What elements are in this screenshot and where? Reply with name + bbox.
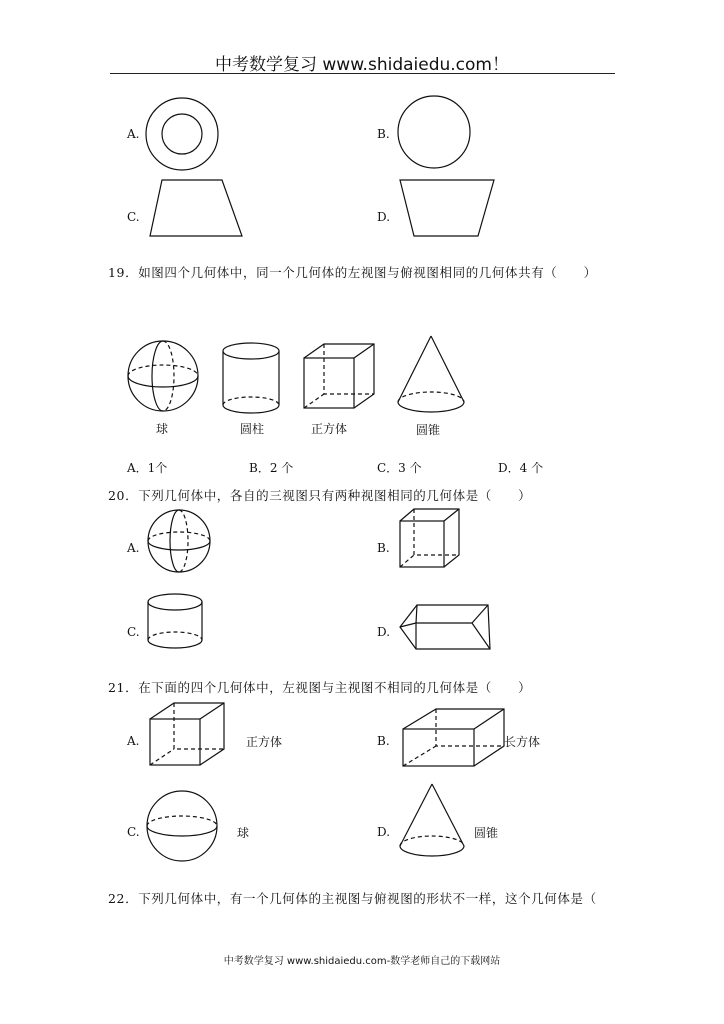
q21-option-b-label: B. xyxy=(377,734,390,748)
q21-cube-edge xyxy=(200,703,224,719)
q19-choice-a: A．1个 xyxy=(127,461,168,475)
q21-caption-cuboid: 长方体 xyxy=(504,735,541,749)
q18-option-b-label: B. xyxy=(377,127,390,141)
q20-option-c-label: C. xyxy=(127,625,140,639)
q19-choice-d: D．4 个 xyxy=(498,461,544,475)
q21-sphere-outline xyxy=(147,791,217,861)
q21-cuboid-hidden-diag xyxy=(403,746,436,766)
q20-option-a-label: A. xyxy=(127,541,140,555)
q21-sphere-equator-back xyxy=(147,816,217,826)
page-header-title: 中考数学复习 www.shidaiedu.com！ xyxy=(215,55,509,75)
q21-caption-sphere: 球 xyxy=(237,826,250,840)
q19-question-text: 19．如图四个几何体中，同一个几何体的左视图与俯视图相同的几何体共有（ ） xyxy=(108,265,597,280)
q21-cone-base-front xyxy=(400,846,464,856)
q19-choice-b: B．2 个 xyxy=(249,461,294,475)
q20-question-text: 20．下列几何体中，各自的三视图只有两种视图相同的几何体是（ ） xyxy=(108,488,532,503)
q19-caption-cone: 圆锥 xyxy=(416,423,441,437)
q19-choice-c: C．3 个 xyxy=(377,461,422,475)
q21-cuboid-front xyxy=(403,729,474,766)
q21-cuboid-edge xyxy=(474,709,504,729)
q21-cone-right xyxy=(432,784,464,846)
q21-cube-hidden-diag xyxy=(150,749,174,765)
q21-caption-cube: 正方体 xyxy=(246,735,283,749)
q20-option-d-label: D. xyxy=(377,625,391,639)
q21-cone-base-back xyxy=(400,836,464,846)
q19-caption-cube: 正方体 xyxy=(311,422,348,436)
q22-question-text: 22．下列几何体中，有一个几何体的主视图与俯视图的形状不一样，这个几何体是（ xyxy=(108,891,597,906)
q19-caption-sphere: 球 xyxy=(156,422,169,436)
q19-caption-cylinder: 圆柱 xyxy=(240,422,265,436)
q18-option-d-label: D. xyxy=(377,210,391,224)
q21-option-a-label: A. xyxy=(127,734,140,748)
q21-sphere-equator-front xyxy=(147,826,217,836)
q18-option-a-label: A. xyxy=(127,127,140,141)
q18-option-c-label: C. xyxy=(127,210,140,224)
q20-option-b-label: B. xyxy=(377,541,390,555)
page-footer: 中考数学复习 www.shidaiedu.com-数学老师自己的下载网站 xyxy=(223,956,501,967)
q21-option-c-label: C. xyxy=(127,825,140,839)
q21-question-text: 21．在下面的四个几何体中，左视图与主视图不相同的几何体是（ ） xyxy=(108,680,532,695)
q21-option-d-label: D. xyxy=(377,825,391,839)
q21-cuboid-hidden xyxy=(436,709,504,746)
q21-cube-top-right xyxy=(150,703,224,765)
q21-cube-hidden xyxy=(174,703,224,749)
q21-caption-cone: 圆锥 xyxy=(474,826,499,840)
q21-cube-front xyxy=(150,719,200,765)
